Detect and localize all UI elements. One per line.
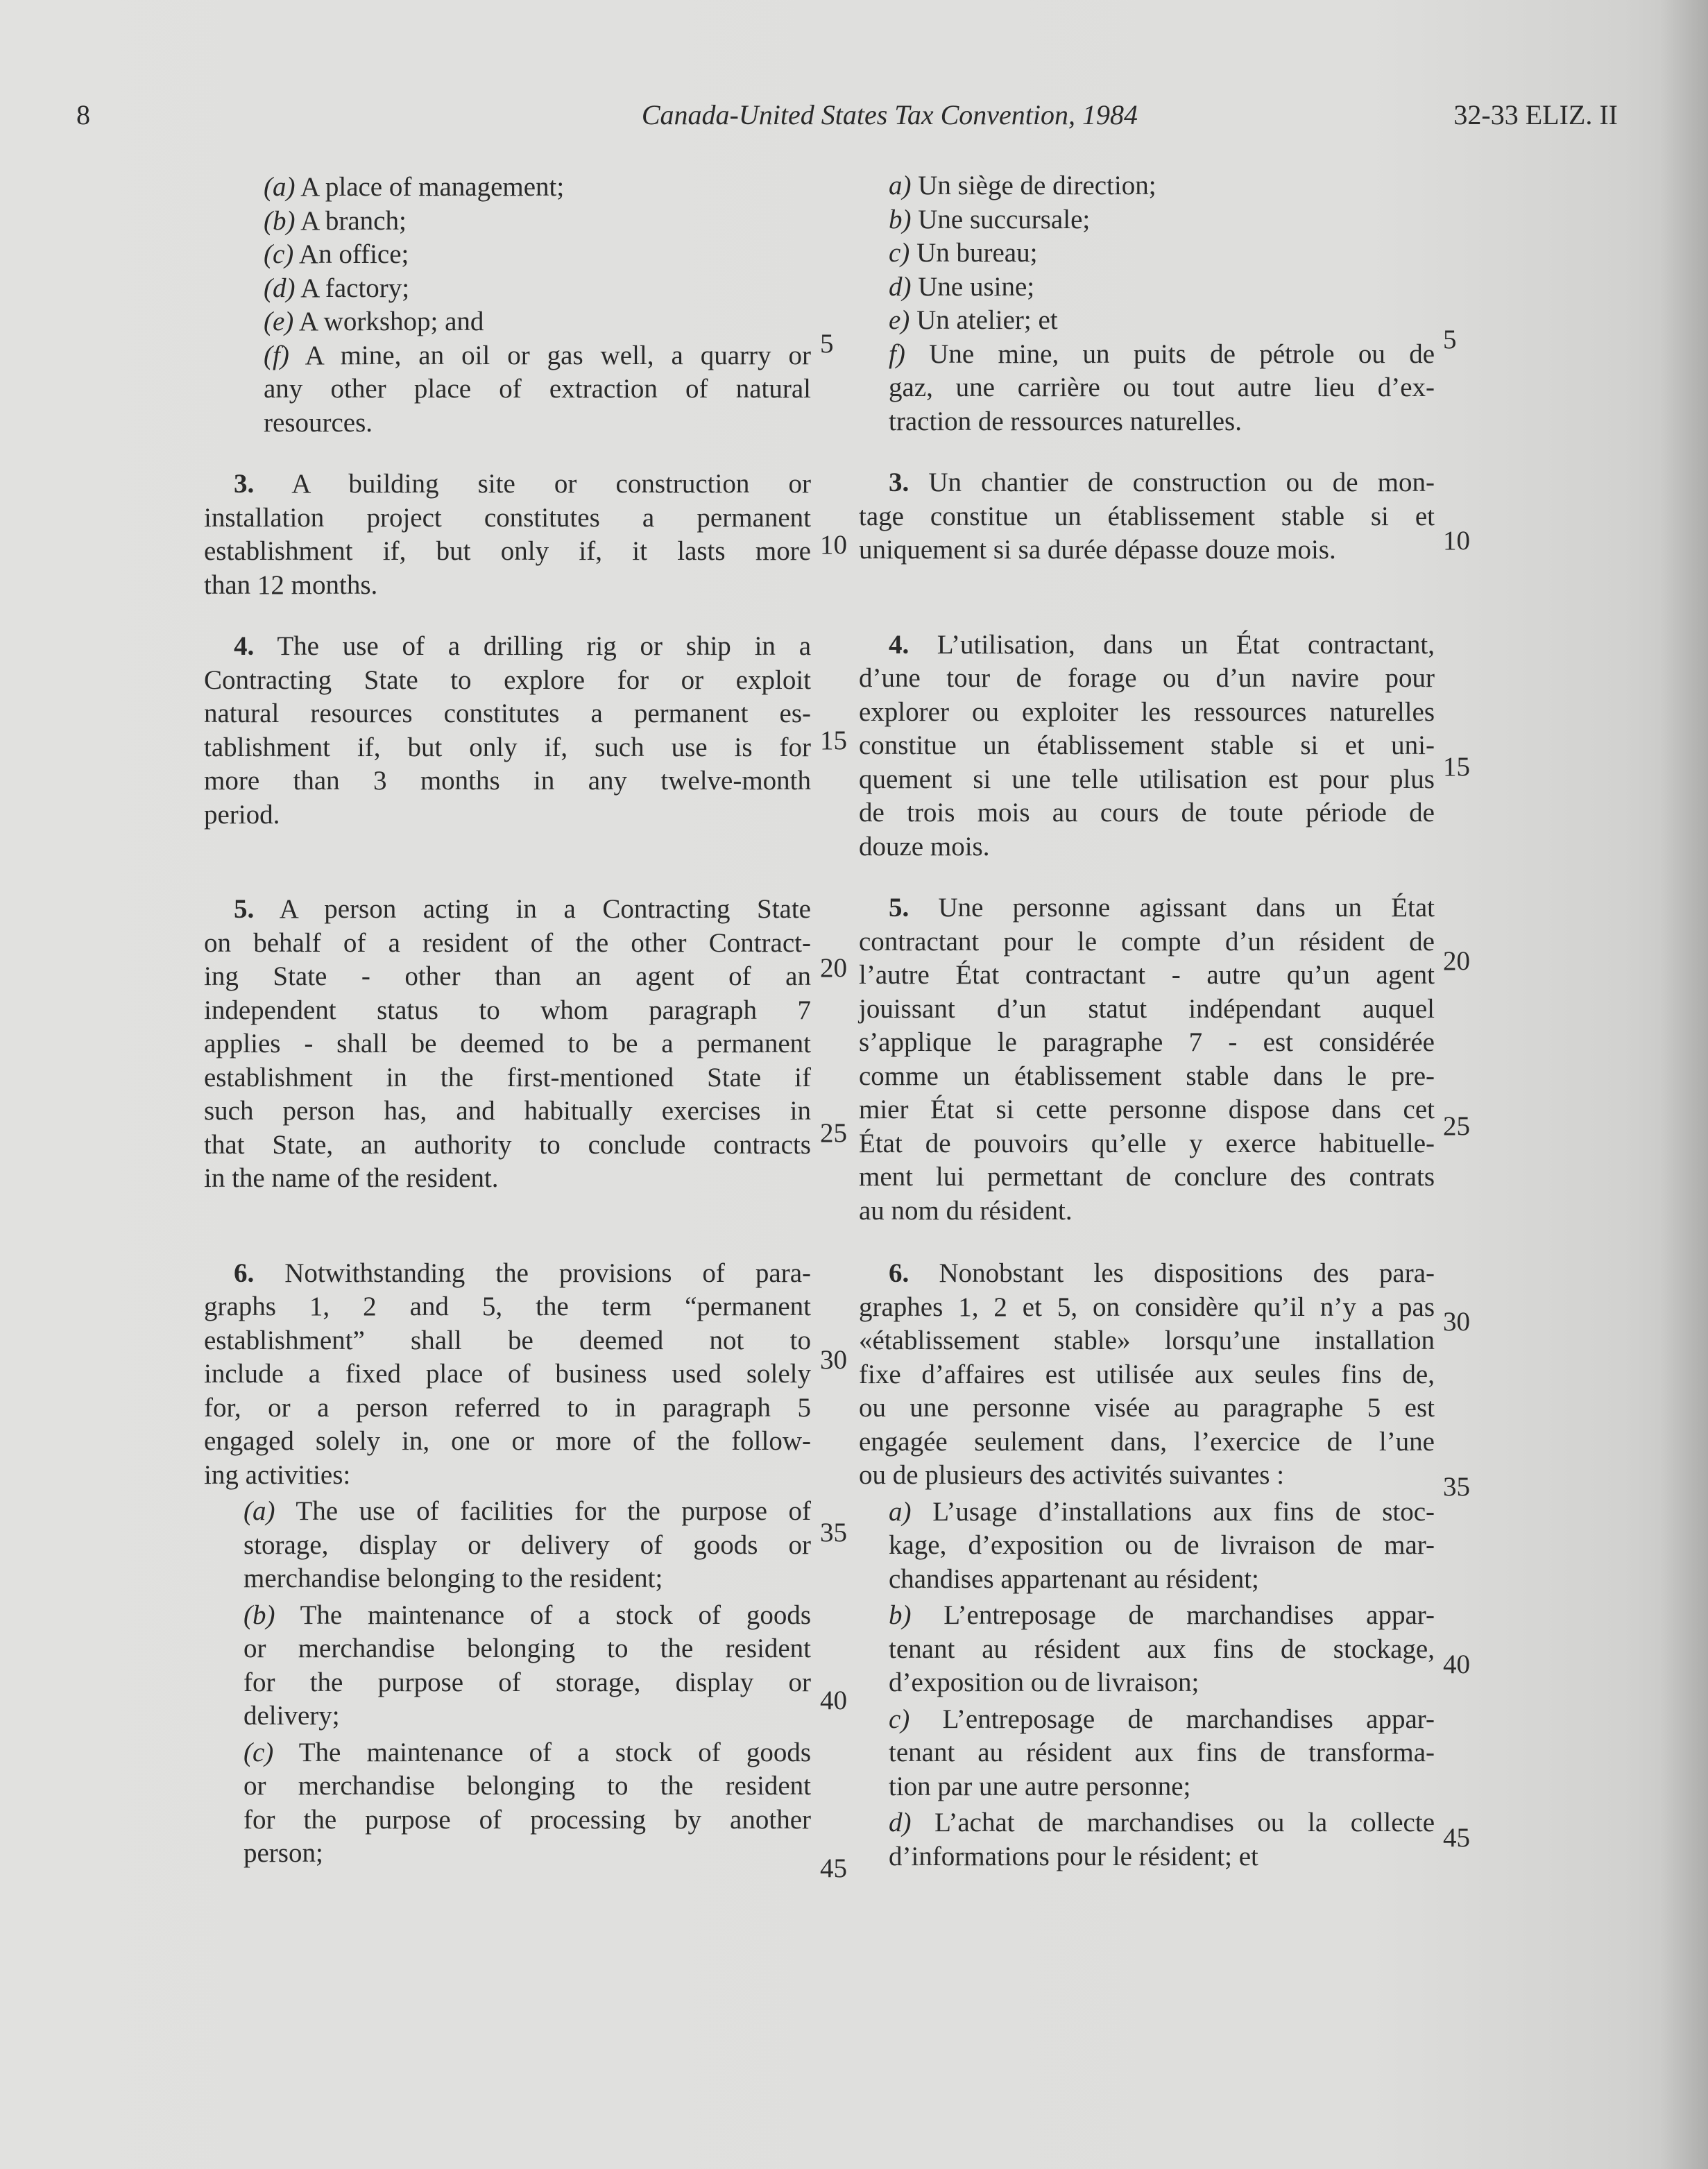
list-text: Un atelier; et <box>916 305 1058 335</box>
list-text: Une succursale; <box>918 204 1091 234</box>
page-edge-shadow <box>1659 0 1708 2169</box>
paragraph-line: ment lui permettant de conclure des contrats <box>859 1162 1435 1192</box>
list-label: (a) <box>264 172 296 202</box>
list-item-continuation: any other place of extraction of natural <box>264 374 811 404</box>
line-number: 10 <box>820 530 847 560</box>
paragraph-4 <box>204 630 811 832</box>
list-text: A place of management; <box>300 172 565 202</box>
list-text: L’entreposage de marchandises appar- <box>942 1704 1435 1734</box>
paragraph-line <box>204 630 811 664</box>
paragraph-line: for the purpose of processing by another <box>244 1804 811 1835</box>
list-item <box>234 272 811 306</box>
paragraph-line: contractant pour le compte d’un résident de <box>859 926 1435 957</box>
paragraph-text: A person acting in a Contracting State <box>279 894 811 924</box>
line-number: 35 <box>1443 1472 1470 1502</box>
list-item <box>859 237 1435 271</box>
list-item <box>859 304 1435 338</box>
paragraph-line: such person has, and habitually exercises in <box>204 1096 811 1126</box>
sub-item-c <box>859 1703 1435 1804</box>
list-text: The use of facilities for the purpose of <box>296 1496 811 1526</box>
paragraph-line: period. <box>204 799 280 830</box>
list-item-continuation: gaz, une carrière ou tout autre lieu d’ex- <box>889 372 1435 402</box>
list-item <box>234 339 811 373</box>
paragraph-line <box>859 1703 1435 1737</box>
paragraph-line: ing State - other than an agent of an <box>204 961 811 991</box>
page-title <box>0 98 1138 132</box>
list-label: b) <box>889 204 912 234</box>
paragraph-3 <box>204 468 811 602</box>
list-label: c) <box>889 1704 910 1734</box>
paragraph-line: graphs 1, 2 and 5, the term “permanent <box>204 1292 811 1321</box>
line-number: 5 <box>820 329 834 359</box>
list-label: (b) <box>244 1600 275 1630</box>
paragraph-line <box>204 893 811 927</box>
line-number: 10 <box>1443 526 1470 556</box>
paragraph-line: establishment in the first-mentioned State if <box>204 1062 811 1092</box>
page-reference: 32-33 ELIZ. II <box>1453 99 1618 130</box>
list-text: Un siège de direction; <box>918 171 1156 200</box>
paragraph-line: kage, d’exposition ou de livraison de mar- <box>889 1530 1435 1560</box>
paragraph-text: Un chantier de construction ou de mon- <box>928 468 1435 497</box>
list-label: (b) <box>264 205 296 236</box>
paragraph-line: uniquement si sa durée dépasse douze mois. <box>859 535 1336 565</box>
line-number: 30 <box>1443 1307 1470 1337</box>
list-item <box>859 169 1435 203</box>
paragraph-line: storage, display or delivery of goods or <box>244 1529 811 1560</box>
paragraph-line: mier État si cette personne dispose dans cet <box>859 1095 1435 1124</box>
paragraph-number: 6. <box>889 1258 909 1288</box>
paragraph-number: 4. <box>234 631 255 661</box>
paragraph-text: Une personne agissant dans un État <box>938 893 1435 923</box>
list-text: A mine, an oil or gas well, a quarry or <box>305 340 811 370</box>
paragraph-line: au nom du résident. <box>859 1195 1073 1226</box>
list-text: Une usine; <box>918 271 1035 302</box>
paragraph-text: Nonobstant les dispositions des para- <box>939 1258 1435 1288</box>
paragraph-line: in the name of the resident. <box>204 1163 499 1193</box>
paragraph-3 <box>859 466 1435 567</box>
paragraph-line: chandises appartenant au résident; <box>889 1563 1259 1594</box>
list-text: The maintenance of a stock of goods <box>298 1737 811 1767</box>
paragraph-line: establishment if, but only if, it lasts more <box>204 536 811 566</box>
paragraph-line: s’applique le paragraphe 7 - est considérée <box>859 1027 1435 1057</box>
paragraph-line: l’autre État contractant - autre qu’un agent <box>859 960 1435 990</box>
list-text: An office; <box>298 239 409 269</box>
list-item <box>859 271 1435 305</box>
page-number: 8 <box>76 99 90 130</box>
list-item <box>234 205 811 239</box>
paragraph-line: more than 3 months in any twelve-month <box>204 766 811 796</box>
paragraph-line: quement si une telle utilisation est pour plus <box>859 764 1435 794</box>
paragraph-6 <box>859 1257 1435 1493</box>
line-number: 20 <box>1443 946 1470 976</box>
list-label: c) <box>889 238 910 268</box>
paragraph-line: natural resources constitutes a permanent es- <box>204 698 811 728</box>
sub-item-c <box>234 1736 811 1871</box>
list-item <box>234 305 811 339</box>
paragraph-line: than 12 months. <box>204 569 378 600</box>
list-text: A workshop; and <box>298 307 484 336</box>
paragraph-number: 6. <box>234 1258 255 1288</box>
english-column <box>204 171 812 1871</box>
line-number: 30 <box>820 1345 847 1375</box>
paragraph-line: ou une personne visée au paragraphe 5 est <box>859 1393 1435 1423</box>
line-number: 45 <box>820 1853 847 1883</box>
paragraph-line <box>204 1257 811 1291</box>
list-label: a) <box>889 1496 912 1527</box>
paragraph-text: L’utilisation, dans un État contractant, <box>937 629 1435 660</box>
list-text: L’usage d’installations aux fins de stoc- <box>932 1496 1435 1527</box>
paragraph-line: establishment” shall be deemed not to <box>204 1325 811 1355</box>
paragraph-line: installation project constitutes a permanent <box>204 502 811 533</box>
paragraph-line: that State, an authority to conclude contracts <box>204 1129 811 1160</box>
paragraph-number: 5. <box>234 894 255 924</box>
line-number: 5 <box>1443 325 1457 354</box>
list-label: (c) <box>264 239 294 269</box>
page-title-text: Canada-United States Tax Convention, 1984 <box>641 99 1138 130</box>
paragraph-line: or merchandise belonging to the resident <box>244 1634 811 1663</box>
french-column <box>859 169 1435 1874</box>
line-number: 25 <box>1443 1111 1470 1141</box>
list-label: (a) <box>244 1496 275 1526</box>
paragraph-5 <box>859 891 1435 1228</box>
line-number: 15 <box>1443 752 1470 782</box>
paragraph-line: on behalf of a resident of the other Contract- <box>204 927 811 958</box>
list-item <box>859 338 1435 372</box>
list-label: (d) <box>264 273 296 303</box>
paragraph-line: engagée seulement dans, l’exercice de l’une <box>859 1426 1435 1457</box>
paragraph-line <box>204 468 811 501</box>
paragraph-text: The use of a drilling rig or ship in a <box>277 631 812 661</box>
paragraph-line: explorer ou exploiter les ressources naturelles <box>859 696 1435 727</box>
paragraph-line: person; <box>244 1838 323 1868</box>
list-text: Un bureau; <box>916 238 1038 268</box>
list-label: (e) <box>264 307 294 336</box>
paragraph-line <box>859 1495 1435 1529</box>
sub-item-b <box>234 1599 811 1733</box>
line-number: 25 <box>820 1118 847 1148</box>
paragraph-line: tion par une autre personne; <box>889 1771 1191 1801</box>
paragraph-number: 3. <box>889 468 909 497</box>
paragraph-line: jouissant d’un statut indépendant auquel <box>859 993 1435 1024</box>
list-text: A factory; <box>300 273 410 303</box>
paragraph-line: applies - shall be deemed to be a permanent <box>204 1029 811 1058</box>
paragraph-4 <box>859 628 1435 864</box>
paragraph-line <box>859 1257 1435 1291</box>
paragraph-number: 3. <box>234 469 255 499</box>
paragraph-number: 5. <box>889 893 909 923</box>
line-number: 40 <box>1443 1649 1470 1679</box>
paragraph-line: graphes 1, 2 et 5, on considère qu’il n’y a pas <box>859 1292 1435 1322</box>
line-number: 15 <box>820 726 847 755</box>
paragraph-text: Notwithstanding the provisions of para- <box>284 1258 812 1288</box>
paragraph-line: ou de plusieurs des activités suivantes : <box>859 1460 1285 1490</box>
paragraph-text: A building site or construction or <box>291 469 811 499</box>
paragraph-line: include a fixed place of business used solely <box>204 1359 811 1389</box>
paragraph-line: for, or a person referred to in paragraph 5 <box>204 1392 811 1423</box>
list-label: (c) <box>244 1737 274 1767</box>
paragraph-line: independent status to whom paragraph 7 <box>204 995 811 1025</box>
paragraph-line: de trois mois au cours de toute période de <box>859 798 1435 828</box>
list-label: f) <box>889 338 905 369</box>
paragraph-line <box>244 1736 811 1770</box>
paragraph-line: État de pouvoirs qu’elle y exerce habituelle- <box>859 1128 1435 1158</box>
paragraph-number: 4. <box>889 629 909 660</box>
list-text: L’achat de marchandises ou la collecte <box>934 1808 1435 1837</box>
list-text: L’entreposage de marchandises appar- <box>943 1600 1435 1630</box>
paragraph-line <box>859 1599 1435 1633</box>
paragraph-5 <box>204 893 811 1196</box>
paragraph-line: delivery; <box>244 1701 340 1731</box>
paragraph-line: tenant au résident aux fins de transforma- <box>889 1738 1435 1767</box>
list-item-continuation: traction de ressources naturelles. <box>889 406 1242 436</box>
list-label: a) <box>889 171 912 200</box>
list-label: d) <box>889 1808 912 1837</box>
list-text: Une mine, un puits de pétrole ou de <box>929 338 1435 369</box>
list-label: e) <box>889 305 910 335</box>
paragraph-line: engaged solely in, one or more of the follow- <box>204 1426 811 1456</box>
list-item <box>859 203 1435 237</box>
paragraph-line: ing activities: <box>204 1459 351 1490</box>
paragraph-line: tage constitue un établissement stable si et <box>859 501 1435 531</box>
paragraph-line: merchandise belonging to the resident; <box>244 1563 663 1593</box>
list-item <box>234 171 811 205</box>
paragraph-line: tablishment if, but only if, such use is for <box>204 732 811 762</box>
list-label: (f) <box>264 340 289 370</box>
paragraph-line: constitue un établissement stable si et uni- <box>859 730 1435 760</box>
list-text: The maintenance of a stock of goods <box>300 1600 811 1630</box>
sub-item-b <box>859 1599 1435 1700</box>
paragraph-line <box>859 1806 1435 1840</box>
list-item-continuation: resources. <box>264 407 373 438</box>
sub-item-d <box>859 1806 1435 1874</box>
paragraph-line: or merchandise belonging to the resident <box>244 1771 811 1801</box>
list-item <box>234 238 811 272</box>
paragraph-line <box>859 628 1435 662</box>
paragraph-line: fixe d’affaires est utilisée aux seules fins de, <box>859 1359 1435 1389</box>
line-number: 45 <box>1443 1823 1470 1853</box>
list-label: d) <box>889 271 912 302</box>
paragraph-line <box>244 1495 811 1529</box>
list-label: b) <box>889 1600 912 1630</box>
line-number: 20 <box>820 953 847 983</box>
paragraph-line: tenant au résident aux fins de stockage, <box>889 1634 1435 1664</box>
paragraph-line: d’exposition ou de livraison; <box>889 1668 1199 1697</box>
paragraph-line <box>859 466 1435 500</box>
sub-item-a <box>859 1495 1435 1597</box>
list-text: A branch; <box>300 205 407 236</box>
paragraph-line <box>859 891 1435 925</box>
paragraph-line: douze mois. <box>859 831 990 861</box>
paragraph-line: d’une tour de forage ou d’un navire pour <box>859 663 1435 693</box>
paragraph-line: Contracting State to explore for or exploit <box>204 665 811 695</box>
paragraph-line: comme un établissement stable dans le pre- <box>859 1061 1435 1091</box>
sub-item-a <box>234 1495 811 1596</box>
paragraph-line: «établissement stable» lorsqu’une installation <box>859 1326 1435 1355</box>
paragraph-6 <box>204 1257 811 1493</box>
line-number: 40 <box>820 1686 847 1715</box>
paragraph-line <box>244 1599 811 1633</box>
line-number: 35 <box>820 1518 847 1548</box>
paragraph-line: d’informations pour le résident; et <box>889 1841 1258 1871</box>
paragraph-line: for the purpose of storage, display or <box>244 1667 811 1697</box>
